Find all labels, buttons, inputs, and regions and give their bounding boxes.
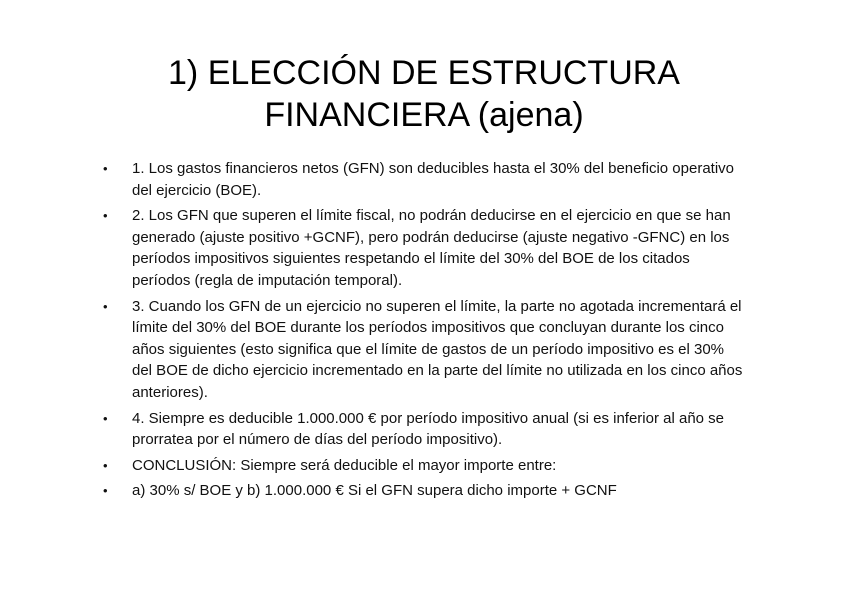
slide-title-line-1: 1) ELECCIÓN DE ESTRUCTURA	[168, 54, 680, 92]
bullet-item-6	[103, 480, 748, 502]
slide-title	[0, 52, 848, 136]
bullet-text: 1. Los gastos financieros netos (GFN) son deducibles hasta el 30% del beneficio operativo del ejercicio (BOE).	[132, 160, 735, 199]
bullet-list	[103, 158, 748, 506]
bullet-item-2	[103, 205, 748, 291]
bullet-dot-icon: •	[103, 208, 108, 224]
bullet-text: 2. Los GFN que superen el límite fiscal, no podrán deducirse en el ejercicio en que se han generado (ajuste positivo +GCNF), pero podrán deducirse (ajuste negativo -GFNC) en los períodos impositivos siguientes respetando el límite del 30% del BOE de los citados períodos (regla de imputación temporal).	[132, 207, 731, 289]
bullet-item-5	[103, 455, 748, 477]
bullet-text: 3. Cuando los GFN de un ejercicio no superen el límite, la parte no agotada incrementará el límite del 30% del BOE durante los períodos impositivos que concluyan durante los cinco años siguientes (esto significa que el límite de gastos de un período impositivo es el 30% del BOE de dicho ejercicio incrementado en la parte del límite no utilizada en los cinco años anteriores).	[132, 297, 743, 401]
bullet-dot-icon: •	[103, 410, 108, 426]
bullet-item-4	[103, 408, 748, 451]
bullet-text: CONCLUSIÓN: Siempre será deducible el mayor importe entre:	[132, 456, 557, 474]
bullet-text: 4. Siempre es deducible 1.000.000 € por período impositivo anual (si es inferior al año se prorratea por el número de días del período impositivo).	[132, 409, 725, 449]
bullet-dot-icon: •	[103, 298, 108, 314]
bullet-dot-icon: •	[103, 457, 108, 473]
bullet-dot-icon: •	[103, 483, 108, 499]
slide-title-line-2: FINANCIERA (ajena)	[264, 96, 584, 134]
bullet-item-1	[103, 158, 748, 201]
bullet-text: a) 30% s/ BOE y b) 1.000.000 € Si el GFN supera dicho importe + GCNF	[132, 482, 617, 500]
bullet-dot-icon: •	[103, 161, 108, 176]
bullet-item-3	[103, 296, 748, 404]
